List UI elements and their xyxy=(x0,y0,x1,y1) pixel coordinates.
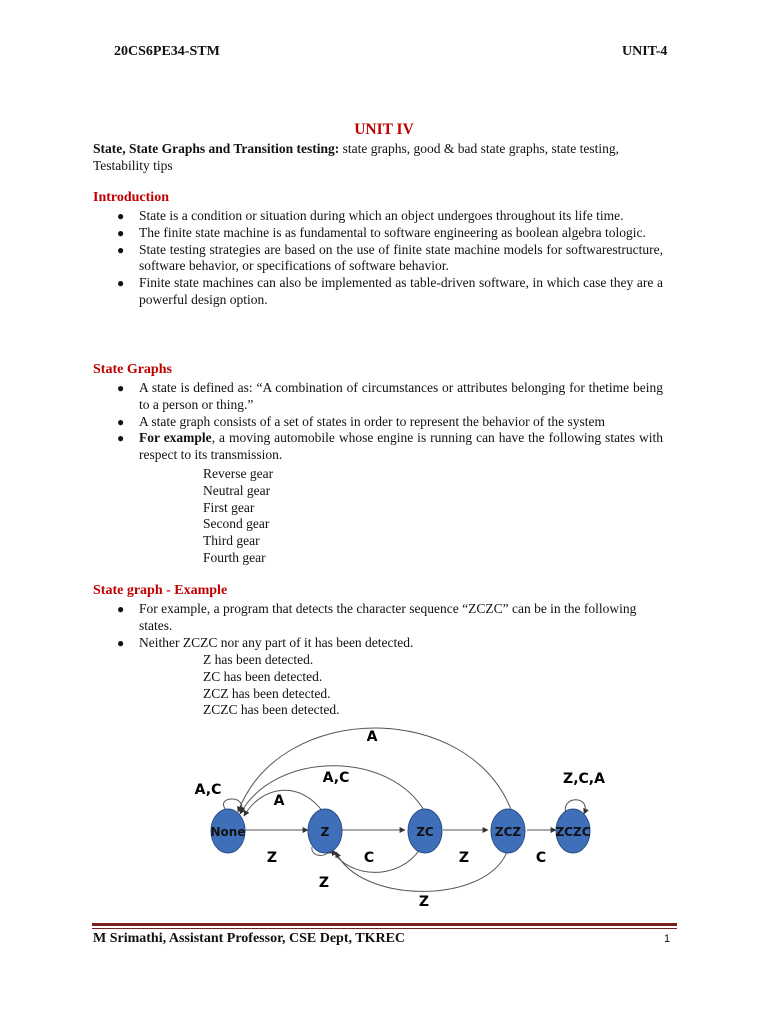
list-item-text: A state graph consists of a set of states in order to represent the behavior of the system xyxy=(139,413,606,429)
label-z-self: Z xyxy=(318,875,330,891)
state-item: ZC has been detected. xyxy=(203,668,323,684)
page-number: 1 xyxy=(664,933,671,945)
label-c1: C xyxy=(363,850,375,866)
list-item-text: Finite state machines can also be implemented as table-driven software, in which case they are a powerful design option. xyxy=(139,275,663,307)
node-label-none: None xyxy=(210,825,246,839)
label-z-bottom: Z xyxy=(418,894,430,910)
list-item-text: Neither ZCZC nor any part of it has been detected. xyxy=(139,634,414,650)
list-item-bold: For example xyxy=(139,430,212,446)
intro-heading: Introduction xyxy=(93,190,169,205)
header-unit: UNIT-4 xyxy=(622,44,668,59)
bullet: ● xyxy=(117,431,125,446)
list-item-text: The finite state machine is as fundamental to software engineering as boolean algebra tologic. xyxy=(139,224,646,240)
list-item-text: State testing strategies are based on the use of finite state machine models for softwarestructure, software behavior, or specifications of software behavior. xyxy=(139,241,663,274)
header-course-code: 20CS6PE34-STM xyxy=(114,44,220,59)
label-ac-left: A,C xyxy=(194,782,222,798)
footer-author: M Srimathi, Assistant Professor, CSE Dept, TKREC xyxy=(93,931,406,946)
label-ac-mid: A,C xyxy=(322,770,350,786)
bullet: ● xyxy=(117,635,125,650)
label-z1: Z xyxy=(266,850,278,866)
list-item-text: A state is defined as: “A combination of circumstances or attributes belonging for thetime being to a person or thing.” xyxy=(139,380,663,412)
state-item: ZCZC has been detected. xyxy=(203,702,340,718)
bullet: ● xyxy=(117,602,125,616)
state-item: ZCZ has been detected. xyxy=(203,685,331,701)
bullet: ● xyxy=(117,414,125,429)
label-zca: Z,C,A xyxy=(563,771,605,787)
list-item-text: , a moving automobile whose engine is running can have the following states with respect to its transmission. xyxy=(139,430,663,463)
label-c2: C xyxy=(535,850,547,866)
node-label-zc: ZC xyxy=(416,825,434,839)
gear-item: Neutral gear xyxy=(203,482,271,498)
bullet: ● xyxy=(117,209,125,223)
state-item: Z has been detected. xyxy=(203,652,314,667)
bullet: ● xyxy=(117,381,125,395)
bullet: ● xyxy=(117,225,125,240)
node-label-zczc: ZCZC xyxy=(555,825,591,839)
gear-item: First gear xyxy=(203,499,255,515)
node-label-z: Z xyxy=(320,825,330,839)
list-item-text: For example, a program that detects the character sequence “ZCZC” can be in the following states. xyxy=(139,601,637,633)
edge-zcz-z xyxy=(336,849,508,891)
gear-item: Reverse gear xyxy=(203,466,274,481)
label-top-a: A xyxy=(366,729,378,745)
gear-item: Fourth gear xyxy=(203,549,266,565)
bullet: ● xyxy=(117,276,125,291)
gear-item: Second gear xyxy=(203,516,270,532)
page-title: UNIT IV xyxy=(354,121,414,138)
edge-zc-z xyxy=(332,849,420,872)
footer-rule-thin xyxy=(92,928,677,929)
node-label-zcz: ZCZ xyxy=(494,825,522,839)
subtitle-bold: State, State Graphs and Transition testing: xyxy=(93,141,340,156)
footer-rule-thick xyxy=(92,923,677,926)
gear-item: Third gear xyxy=(203,533,260,549)
state-graphs-heading: State Graphs xyxy=(93,362,172,377)
subtitle-rest: state graphs, good & bad state graphs, state testing, Testability tips xyxy=(93,141,619,173)
label-z2: Z xyxy=(458,850,470,866)
example-heading: State graph - Example xyxy=(93,583,228,598)
label-a-small: A xyxy=(273,793,285,809)
bullet: ● xyxy=(117,242,125,257)
list-item-text: State is a condition or situation during which an object undergoes throughout its life time. xyxy=(139,208,624,223)
